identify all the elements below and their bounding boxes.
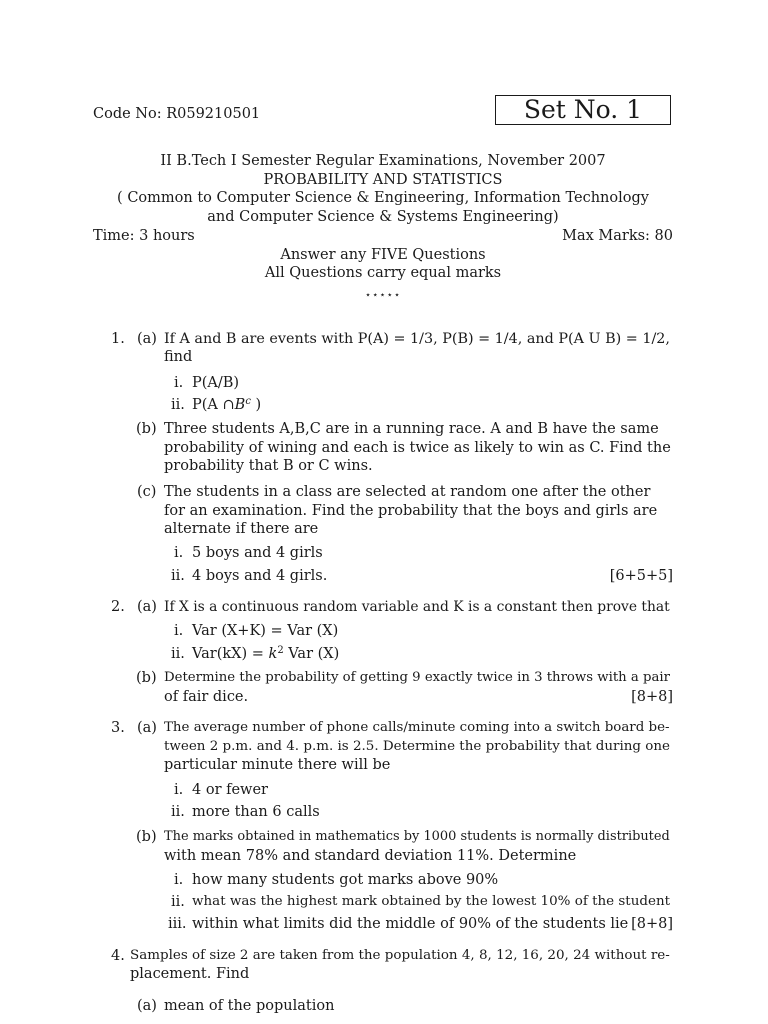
stars-divider: ⋆⋆⋆⋆⋆: [364, 290, 402, 301]
q1a-label: (a): [137, 331, 157, 347]
set-number-box: Set No. 1: [495, 95, 671, 125]
time-label: Time: 3 hours: [93, 228, 195, 244]
common-line-1: ( Common to Computer Science & Engineering, Information Technology: [117, 190, 649, 206]
q3a-line1: The average number of phone calls/minute coming into a switch board be-: [164, 720, 670, 735]
q2a-i-label: i.: [174, 623, 184, 639]
q3a-ii-label: ii.: [171, 804, 185, 820]
q3b-iii-label: iii.: [168, 916, 187, 932]
q1c-label: (c): [137, 484, 157, 500]
q3b-line2: with mean 78% and standard deviation 11%. Determine: [164, 848, 577, 864]
q2a-label: (a): [137, 599, 157, 615]
q2-number: 2.: [111, 599, 125, 615]
q2a-ii-text: [192, 645, 339, 663]
q3a-ii-text: more than 6 calls: [192, 804, 320, 820]
q4a-label: (a): [137, 998, 157, 1014]
q2b-line1: Determine the probability of getting 9 exactly twice in 3 throws with a pair: [164, 670, 670, 685]
q1a-line2: find: [164, 349, 193, 365]
q3a-i-text: 4 or fewer: [192, 782, 268, 798]
q3b-i-text: how many students got marks above 90%: [192, 872, 499, 888]
q2-marks: [8+8]: [631, 689, 673, 705]
q1a-i-label: i.: [174, 375, 184, 391]
q1c-i-label: i.: [174, 545, 184, 561]
q2a-ii-exponent: 2: [277, 645, 284, 656]
q2a-ii-label: ii.: [171, 646, 185, 662]
q1a-ii-pre: P(A ∩: [192, 397, 235, 413]
q3a-i-label: i.: [174, 782, 184, 798]
q4-number: 4.: [111, 948, 125, 964]
q1a-i-text: P(A/B): [192, 375, 240, 391]
q2a-text: If X is a continuous random variable and K is a constant then prove that: [164, 599, 670, 615]
q3b-line1: The marks obtained in mathematics by 1000 students is normally distributed: [164, 829, 670, 844]
q1b-text: Three students A,B,C are in a running race. A and B have the same probability of wining and each is twice as likely to win as C. Find the probability that B or C wins.: [164, 421, 671, 474]
q3b-i-label: i.: [174, 872, 184, 888]
q1a-ii-complement: c: [245, 396, 251, 407]
q1a-ii-post: ): [250, 397, 262, 413]
q1c-ii-text: 4 boys and 4 girls.: [192, 568, 328, 584]
q3b-iii-text: within what limits did the middle of 90% of the students lie: [192, 916, 629, 932]
q1c-ii-label: ii.: [171, 568, 185, 584]
time-marks-row: [93, 227, 673, 246]
q1b-label: (b): [136, 421, 157, 437]
q1-marks: [6+5+5]: [609, 568, 673, 584]
instruction-equal-marks: All Questions carry equal marks: [264, 265, 502, 281]
common-line-2: and Computer Science & Systems Engineering): [207, 209, 559, 225]
q3b-ii-label: ii.: [171, 894, 185, 910]
q3-marks: [8+8]: [631, 916, 673, 932]
subject-title: PROBABILITY AND STATISTICS: [263, 172, 503, 188]
instruction-answer: Answer any FIVE Questions: [280, 247, 486, 263]
q3a-line3: particular minute there will be: [164, 757, 391, 773]
q1a-ii-set-b: B: [234, 397, 246, 413]
q4-line2: placement. Find: [130, 966, 250, 982]
q3b-ii-text: what was the highest mark obtained by the lowest 10% of the student: [192, 894, 671, 909]
q3b-label: (b): [136, 829, 157, 845]
q3-number: 3.: [111, 720, 125, 736]
q2b-line2: of fair dice.: [164, 689, 249, 705]
q1a-ii-label: ii.: [171, 397, 185, 413]
q4a-text: mean of the population: [164, 998, 335, 1014]
q1a-ii-text: [192, 396, 261, 414]
q3a-label: (a): [137, 720, 157, 736]
q1c-text: The students in a class are selected at random one after the other for an examination. Find the probability that the boys and girls are alternate if there are: [164, 484, 658, 537]
q2a-ii-pre: Var(kX) =: [192, 646, 269, 662]
q1a-line1: If A and B are events with P(A) = 1/3, P(B) = 1/4, and P(A U B) = 1/2,: [164, 331, 670, 347]
exam-title: II B.Tech I Semester Regular Examinations, November 2007: [160, 153, 606, 169]
q3a-line2: tween 2 p.m. and 4. p.m. is 2.5. Determine the probability that during one: [164, 739, 670, 754]
q1-number: 1.: [111, 331, 125, 347]
q2a-ii-post: Var (X): [283, 646, 340, 662]
max-marks-label: Max Marks: 80: [562, 228, 673, 244]
q2a-ii-k: k: [268, 646, 278, 662]
q4-line1: Samples of size 2 are taken from the population 4, 8, 12, 16, 20, 24 without re-: [130, 948, 670, 963]
code-number: Code No: R059210501: [93, 106, 261, 122]
q2a-i-text: Var (X+K) = Var (X): [192, 623, 339, 639]
q1c-i-text: 5 boys and 4 girls: [192, 545, 323, 561]
q2b-label: (b): [136, 670, 157, 686]
